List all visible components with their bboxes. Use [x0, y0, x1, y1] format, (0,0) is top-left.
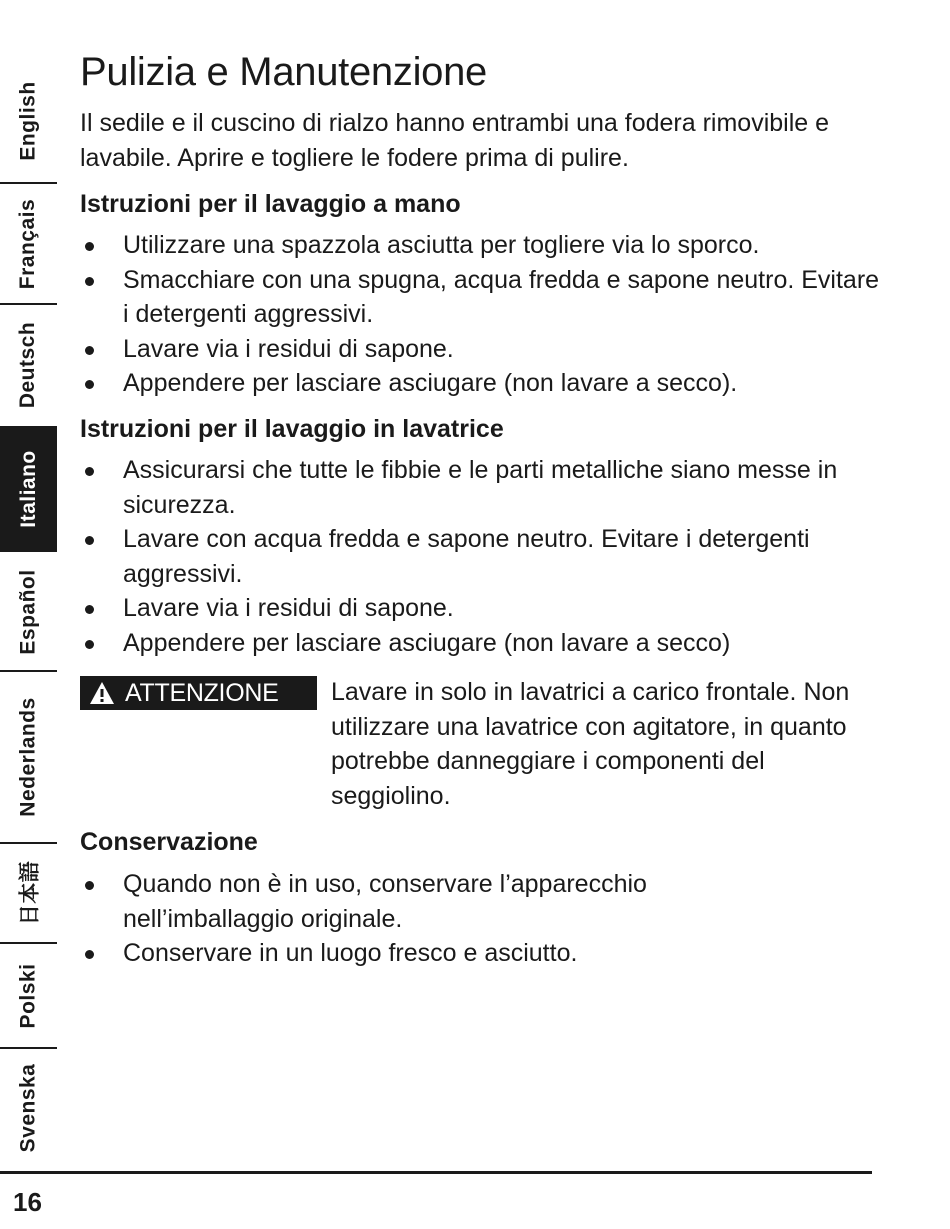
lang-tab-label: Polski	[16, 963, 40, 1028]
list-item-text: Lavare con acqua fredda e sapone neutro. Evitare i detergenti aggressivi.	[123, 525, 810, 588]
list-item	[80, 867, 723, 936]
footer-rule	[0, 1171, 872, 1174]
hand-wash-list	[80, 228, 880, 401]
list-item	[80, 591, 880, 626]
bullet-icon	[85, 881, 94, 890]
list-item	[80, 332, 880, 367]
warning-label: ATTENZIONE	[125, 678, 279, 707]
page-title: Pulizia e Manutenzione	[80, 50, 487, 94]
lang-tab-label: Français	[16, 198, 40, 289]
lang-tab-svenska[interactable]	[0, 1049, 57, 1167]
bullet-icon	[85, 380, 94, 389]
intro-paragraph: Il sedile e il cuscino di rialzo hanno entrambi una fodera rimovibile e lavabile. Aprire e togliere le fodere prima di pulire.	[80, 109, 830, 172]
lang-tab-espanol[interactable]	[0, 553, 57, 670]
list-item-text: Smacchiare con una spugna, acqua fredda e sapone neutro. Evitare i detergenti aggressivi.	[123, 265, 880, 328]
list-item	[80, 263, 880, 332]
lang-tab-label: Deutsch	[16, 321, 40, 409]
list-item	[80, 228, 880, 263]
storage-heading: Conservazione	[80, 828, 258, 856]
list-item-text: Lavare via i residui di sapone.	[123, 594, 454, 622]
bullet-icon	[85, 605, 94, 614]
warning-badge	[80, 676, 317, 710]
lang-tab-label: Nederlands	[16, 697, 40, 817]
lang-tab-polski[interactable]	[0, 944, 57, 1047]
machine-wash-heading: Istruzioni per il lavaggio in lavatrice	[80, 415, 504, 443]
bullet-icon	[85, 277, 94, 286]
lang-tab-francais[interactable]	[0, 184, 57, 303]
lang-tab-label: 日本語	[18, 860, 42, 926]
list-item-text: Appendere per lasciare asciugare (non lavare a secco).	[123, 369, 738, 397]
list-item	[80, 522, 880, 591]
bullet-icon	[85, 640, 94, 649]
lang-tab-japanese[interactable]	[0, 844, 57, 942]
bullet-icon	[85, 467, 94, 476]
hand-wash-heading: Istruzioni per il lavaggio a mano	[80, 190, 461, 218]
lang-tab-nederlands[interactable]	[0, 672, 57, 842]
list-item	[80, 453, 880, 522]
list-item-text: Appendere per lasciare asciugare (non lavare a secco)	[123, 628, 731, 657]
bullet-icon	[85, 950, 94, 959]
lang-tab-label: English	[16, 81, 40, 161]
lang-tab-label: Svenska	[16, 1063, 40, 1153]
list-item-text: Lavare via i residui di sapone.	[123, 334, 454, 363]
list-item-text: Quando non è in uso, conservare l’apparecchio nell’imballaggio originale.	[123, 870, 647, 933]
list-item-text: Utilizzare una spazzola asciutta per togliere via lo sporco.	[123, 231, 760, 259]
warning-triangle-icon	[89, 681, 115, 705]
list-item	[80, 626, 880, 661]
lang-tab-english[interactable]	[0, 60, 57, 182]
lang-tab-deutsch[interactable]	[0, 305, 57, 425]
list-item	[80, 936, 880, 971]
list-item-text: Conservare in un luogo fresco e asciutto.	[123, 939, 578, 967]
list-item	[80, 366, 880, 401]
bullet-icon	[85, 242, 94, 251]
page-number: 16	[13, 1187, 42, 1217]
machine-wash-list	[80, 453, 880, 660]
bullet-icon	[85, 536, 94, 545]
lang-tab-label: Italiano	[16, 450, 40, 528]
bullet-icon	[85, 346, 94, 355]
warning-text: Lavare in solo in lavatrici a carico frontale. Non utilizzare una lavatrice con agitatore, in quanto potrebbe danneggiare i componenti del seggiolino.	[331, 678, 850, 810]
list-item-text: Assicurarsi che tutte le fibbie e le parti metalliche siano messe in sicurezza.	[123, 456, 838, 519]
lang-tab-label: Español	[16, 568, 40, 655]
storage-list	[80, 867, 880, 971]
lang-tab-italiano[interactable]	[0, 426, 57, 552]
